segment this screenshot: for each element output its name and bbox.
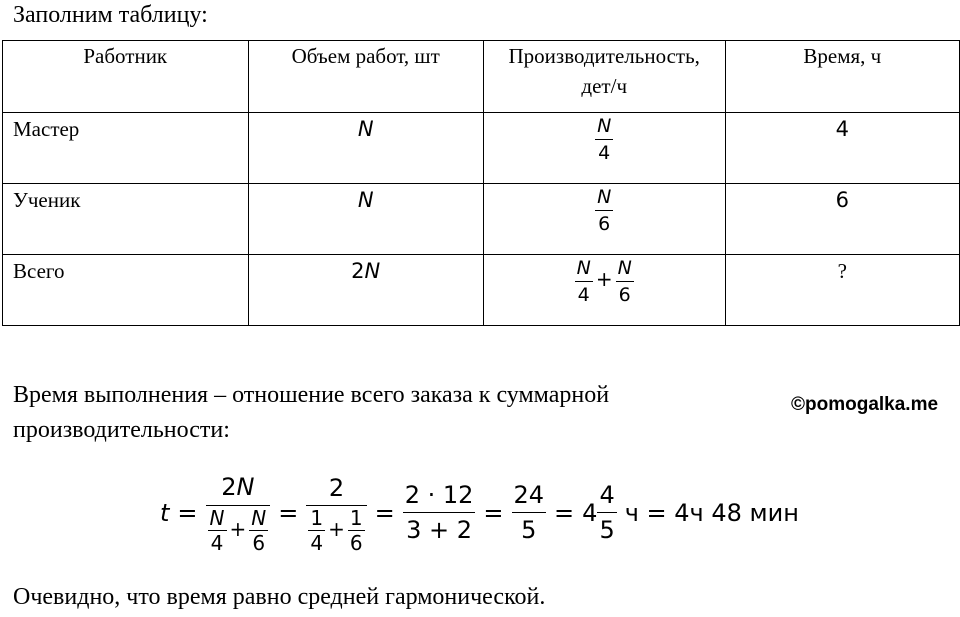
volume-var: N	[364, 259, 381, 283]
formula-fraction-1	[206, 470, 271, 555]
plus-sign: +	[328, 516, 345, 541]
fraction-numerator: 2 · 12	[404, 481, 474, 509]
cell-productivity	[483, 255, 725, 326]
header-productivity	[483, 41, 725, 113]
fraction-numerator: 2	[328, 473, 345, 502]
inner-fraction: $\frac{1}{4}$	[310, 505, 324, 555]
equals-sign: =	[374, 498, 395, 527]
cell-time	[725, 255, 959, 326]
header-worker: Работник	[3, 41, 249, 113]
intro-text: Заполним таблицу:	[13, 2, 208, 28]
time-value: ?	[837, 259, 847, 283]
cell-worker: Ученик	[3, 184, 249, 255]
equals-sign: =	[278, 498, 299, 527]
inner-fraction: $\frac{N}{6}$	[251, 506, 267, 555]
table-header-row	[3, 41, 960, 113]
fraction-denominator: 5	[599, 516, 615, 544]
explanation-paragraph: Время выполнения – отношение всего заказа к суммарной производительности:	[13, 382, 610, 443]
formula-result: ч = 4ч 48 мин	[624, 498, 799, 527]
fraction-numerator: 2N	[221, 473, 255, 501]
fraction-denominator	[206, 506, 271, 555]
fraction-numerator: N	[617, 257, 632, 279]
productivity-fraction	[575, 255, 593, 308]
fraction-numerator: N	[597, 186, 612, 208]
formula-fraction-4	[512, 478, 547, 547]
cell-volume	[248, 113, 483, 184]
volume-var: N	[357, 188, 374, 212]
mixed-fraction	[597, 478, 616, 547]
fraction-denominator: 6	[618, 284, 631, 306]
plus-sign: +	[229, 517, 247, 542]
plus-sign: +	[595, 267, 613, 292]
fraction-denominator: 5	[521, 516, 537, 544]
productivity-fraction	[595, 184, 613, 237]
cell-worker: Всего	[3, 255, 249, 326]
time-value: 4	[835, 117, 849, 141]
formula-fraction-3	[403, 478, 476, 547]
equals-sign: =	[554, 498, 575, 527]
cell-productivity	[483, 113, 725, 184]
table-row	[3, 113, 960, 184]
cell-volume	[248, 184, 483, 255]
cell-time	[725, 113, 959, 184]
inner-fraction: $\frac{N}{4}$	[209, 506, 225, 555]
fraction-denominator: 3 + 2	[406, 516, 472, 544]
formula-variable: t	[160, 498, 170, 527]
conclusion-text: Очевидно, что время равно средней гармонической.	[13, 584, 546, 610]
cell-worker: Мастер	[3, 113, 249, 184]
equals-sign: =	[177, 498, 198, 527]
volume-var: N	[357, 117, 374, 141]
header-productivity-label: Производительность, дет/ч	[508, 44, 700, 98]
table-row	[3, 184, 960, 255]
productivity-fraction	[616, 255, 634, 308]
header-volume: Объем работ, шт	[248, 41, 483, 113]
fraction-numerator: 24	[513, 481, 545, 509]
fraction-numerator: N	[597, 115, 612, 137]
fraction-denominator	[306, 506, 366, 555]
fraction-denominator: 4	[577, 284, 590, 306]
cell-volume	[248, 255, 483, 326]
productivity-fraction	[595, 113, 613, 166]
mixed-whole: 4	[582, 498, 598, 527]
volume-coefficient: 2	[351, 259, 365, 283]
time-value: 6	[835, 188, 849, 212]
watermark: ©pomogalka.me	[791, 394, 939, 415]
header-time: Время, ч	[725, 41, 959, 113]
fraction-denominator: 6	[598, 213, 611, 235]
equals-sign: =	[483, 498, 504, 527]
cell-time	[725, 184, 959, 255]
work-table	[2, 40, 960, 326]
cell-productivity	[483, 184, 725, 255]
table-row	[3, 255, 960, 326]
inner-fraction: $\frac{1}{6}$	[349, 505, 363, 555]
formula-fraction-2	[306, 471, 366, 555]
time-formula	[160, 470, 799, 555]
fraction-numerator: 4	[599, 481, 615, 509]
fraction-denominator: 4	[598, 142, 611, 164]
fraction-numerator: N	[576, 257, 591, 279]
